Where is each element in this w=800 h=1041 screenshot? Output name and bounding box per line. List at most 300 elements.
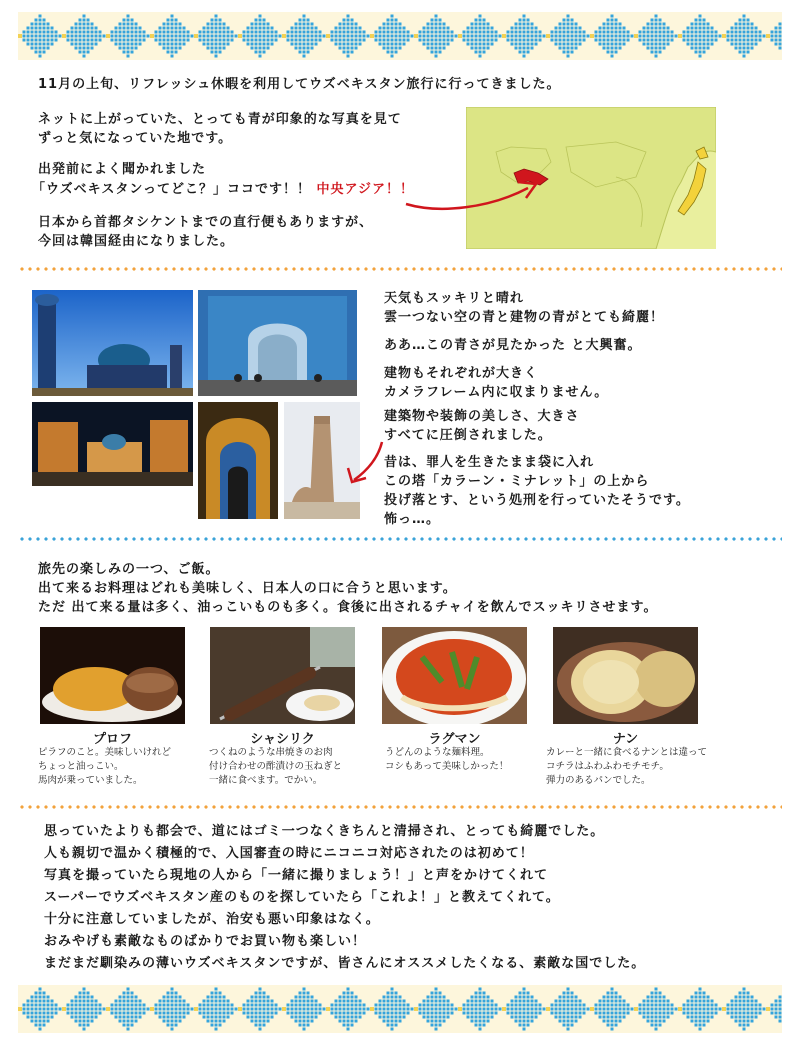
band-pixel (747, 996, 750, 999)
band-pixel (707, 1000, 710, 1003)
band-pixel (431, 992, 434, 995)
band-pixel (163, 27, 166, 30)
band-pixel (123, 39, 126, 42)
band-pixel (255, 1020, 258, 1023)
band-pixel (287, 1008, 290, 1011)
band-pixel (103, 1008, 106, 1011)
band-pixel (147, 35, 150, 38)
band-pixel (223, 1008, 226, 1011)
band-pixel (315, 27, 318, 30)
band-pixel (555, 1004, 558, 1007)
band-pixel (219, 996, 222, 999)
band-pixel (263, 27, 266, 30)
band-pixel (395, 39, 398, 42)
band-pixel (259, 1000, 262, 1003)
band-star (62, 34, 66, 38)
band-pixel (75, 27, 78, 30)
band-pixel (223, 43, 226, 46)
band-pixel (87, 1020, 90, 1023)
band-pixel (347, 15, 350, 18)
band-pixel (599, 31, 602, 34)
band-pixel (435, 35, 438, 38)
band-pixel (699, 988, 702, 991)
band-pixel (259, 1012, 262, 1015)
band-pixel (639, 1012, 642, 1015)
band-pixel (407, 1004, 410, 1007)
band-pixel (211, 1000, 214, 1003)
band-pixel (471, 35, 474, 38)
band-pixel (23, 35, 26, 38)
band-pixel (479, 1012, 482, 1015)
band-pixel (27, 43, 30, 46)
band-pixel (291, 31, 294, 34)
band-pixel (295, 1020, 298, 1023)
band-pixel (403, 1016, 406, 1019)
band-pixel (579, 31, 582, 34)
band-pixel (299, 43, 302, 46)
band-pixel (71, 1004, 74, 1007)
band-pixel (619, 1020, 622, 1023)
band-pixel (703, 43, 706, 46)
band-pixel (779, 31, 782, 34)
band-pixel (691, 1004, 694, 1007)
band-pixel (71, 39, 74, 42)
band-pixel (171, 35, 174, 38)
band-pixel (375, 39, 378, 42)
band-pixel (527, 992, 530, 995)
band-pixel (487, 47, 490, 50)
band-pixel (175, 1008, 178, 1011)
band-pixel (519, 35, 522, 38)
band-pixel (611, 31, 614, 34)
band-pixel (31, 35, 34, 38)
band-pixel (735, 1004, 738, 1007)
band-pixel (299, 1000, 302, 1003)
band-pixel (307, 996, 310, 999)
band-pixel (691, 31, 694, 34)
band-pixel (359, 31, 362, 34)
band-pixel (691, 996, 694, 999)
band-pixel (207, 1012, 210, 1015)
band-pixel (507, 39, 510, 42)
band-pixel (567, 988, 570, 991)
band-pixel (87, 19, 90, 22)
band-pixel (351, 23, 354, 26)
band-pixel (351, 31, 354, 34)
band-pixel (495, 1004, 498, 1007)
band-pixel (599, 1016, 602, 1019)
band-pixel (259, 1008, 262, 1011)
band-pixel (699, 1004, 702, 1007)
band-pixel (427, 23, 430, 26)
band-pixel (527, 996, 530, 999)
band-pixel (423, 39, 426, 42)
band-pixel (667, 1008, 670, 1011)
band-pixel (407, 1008, 410, 1011)
band-pixel (79, 1000, 82, 1003)
band-pixel (755, 35, 758, 38)
band-pixel (35, 1004, 38, 1007)
band-pixel (739, 27, 742, 30)
band-pixel (211, 43, 214, 46)
band-pixel (255, 992, 258, 995)
band-pixel (395, 992, 398, 995)
band-pixel (615, 31, 618, 34)
band-pixel (339, 1016, 342, 1019)
band-pixel (395, 19, 398, 22)
band-pixel (487, 27, 490, 30)
band-pixel (483, 1012, 486, 1015)
band-pixel (555, 43, 558, 46)
band-pixel (607, 23, 610, 26)
band-pixel (571, 27, 574, 30)
band-pixel (331, 39, 334, 42)
band-pixel (323, 35, 326, 38)
band-pixel (519, 47, 522, 50)
band-pixel (683, 1012, 686, 1015)
band-pixel (743, 1016, 746, 1019)
band-pixel (575, 1004, 578, 1007)
band-pixel (83, 1008, 86, 1011)
band-pixel (39, 55, 42, 58)
band-pixel (627, 1008, 630, 1011)
band-pixel (615, 51, 618, 54)
band-pixel (423, 1004, 426, 1007)
band-pixel (655, 51, 658, 54)
band-pixel (427, 1012, 430, 1015)
band-pixel (687, 1012, 690, 1015)
band-pixel (387, 27, 390, 30)
band-pixel (427, 47, 430, 50)
band-pixel (567, 996, 570, 999)
band-pixel (571, 1008, 574, 1011)
band-pixel (435, 47, 438, 50)
band-pixel (175, 1012, 178, 1015)
band-pixel (359, 1008, 362, 1011)
band-pixel (439, 31, 442, 34)
band-pixel (119, 39, 122, 42)
band-pixel (171, 15, 174, 18)
band-pixel (483, 1024, 486, 1027)
band-pixel (663, 27, 666, 30)
band-pixel (715, 1012, 718, 1015)
band-pixel (615, 1008, 618, 1011)
band-pixel (383, 39, 386, 42)
band-pixel (127, 35, 130, 38)
band-pixel (87, 43, 90, 46)
band-pixel (431, 35, 434, 38)
band-pixel (163, 1000, 166, 1003)
band-pixel (739, 39, 742, 42)
band-pixel (359, 1004, 362, 1007)
band-pixel (139, 1012, 142, 1015)
band-pixel (523, 1020, 526, 1023)
band-pixel (555, 27, 558, 30)
band-pixel (135, 1012, 138, 1015)
band-pixel (647, 47, 650, 50)
band-pixel (203, 1012, 206, 1015)
band-pixel (79, 1012, 82, 1015)
band-pixel (347, 1012, 350, 1015)
band-pixel (227, 43, 230, 46)
band-pixel (439, 1020, 442, 1023)
band-pixel (443, 27, 446, 30)
band-pixel (163, 23, 166, 26)
band-pixel (79, 51, 82, 54)
band-pixel (95, 1016, 98, 1019)
band-pixel (423, 1012, 426, 1015)
band-pixel (347, 996, 350, 999)
band-pixel (691, 1000, 694, 1003)
band-pixel (259, 15, 262, 18)
band-pixel (47, 23, 50, 26)
band-pixel (707, 1008, 710, 1011)
band-pixel (83, 51, 86, 54)
band-pixel (663, 43, 666, 46)
band-pixel (475, 27, 478, 30)
band-pixel (419, 35, 422, 38)
band-pixel (135, 1008, 138, 1011)
band-pixel (367, 1008, 370, 1011)
band-pixel (667, 1012, 670, 1015)
band-pixel (431, 1012, 434, 1015)
band-pixel (339, 1000, 342, 1003)
band-pixel (527, 39, 530, 42)
band-pixel (163, 1020, 166, 1023)
band-pixel (139, 27, 142, 30)
band-pixel (391, 1000, 394, 1003)
band-pixel (427, 35, 430, 38)
band-pixel (511, 1012, 514, 1015)
band-pixel (251, 35, 254, 38)
band-pixel (67, 1004, 70, 1007)
band-pixel (607, 1000, 610, 1003)
band-pixel (519, 1024, 522, 1027)
band-pixel (615, 992, 618, 995)
band-pixel (31, 1004, 34, 1007)
band-pixel (363, 39, 366, 42)
band-pixel (563, 27, 566, 30)
band-pixel (639, 39, 642, 42)
photo-naan (553, 627, 698, 724)
band-pixel (215, 988, 218, 991)
band-pixel (695, 1004, 698, 1007)
band-pixel (171, 39, 174, 42)
band-pixel (655, 35, 658, 38)
band-pixel (91, 1012, 94, 1015)
band-pixel (203, 27, 206, 30)
band-pixel (119, 35, 122, 38)
band-pixel (703, 1008, 706, 1011)
band-pixel (79, 1016, 82, 1019)
band-pixel (731, 27, 734, 30)
band-pixel (163, 39, 166, 42)
band-pixel (403, 35, 406, 38)
band-pixel (659, 1012, 662, 1015)
band-pixel (567, 23, 570, 26)
band-pixel (203, 31, 206, 34)
band-pixel (219, 31, 222, 34)
band-pixel (423, 1016, 426, 1019)
band-pixel (211, 47, 214, 50)
band-pixel (595, 1012, 598, 1015)
band-pixel (575, 1008, 578, 1011)
band-pixel (215, 51, 218, 54)
band-pixel (439, 27, 442, 30)
band-pixel (287, 39, 290, 42)
band-pixel (435, 1000, 438, 1003)
band-pixel (35, 35, 38, 38)
band-pixel (743, 988, 746, 991)
band-pixel (699, 31, 702, 34)
band-pixel (603, 43, 606, 46)
band-pixel (663, 1016, 666, 1019)
band-pixel (599, 35, 602, 38)
band-pixel (171, 988, 174, 991)
band-pixel (555, 1016, 558, 1019)
band-pixel (75, 23, 78, 26)
band-pixel (303, 988, 306, 991)
band-pixel (339, 1008, 342, 1011)
band-pixel (299, 19, 302, 22)
band-pixel (171, 23, 174, 26)
band-pixel (311, 996, 314, 999)
band-pixel (471, 1020, 474, 1023)
band-pixel (183, 35, 186, 38)
band-pixel (87, 23, 90, 26)
band-pixel (255, 23, 258, 26)
band-pixel (99, 39, 102, 42)
band-pixel (167, 51, 170, 54)
band-pixel (51, 35, 54, 38)
band-pixel (131, 1004, 134, 1007)
band-pixel (611, 1004, 614, 1007)
band-pixel (307, 35, 310, 38)
band-pixel (707, 996, 710, 999)
band-pixel (95, 39, 98, 42)
band-pixel (515, 27, 518, 30)
band-pixel (411, 35, 414, 38)
band-pixel (247, 27, 250, 30)
band-pixel (399, 47, 402, 50)
band-pixel (519, 19, 522, 22)
band-pixel (95, 31, 98, 34)
band-pixel (255, 1016, 258, 1019)
band-pixel (515, 23, 518, 26)
band-pixel (91, 31, 94, 34)
band-pixel (395, 996, 398, 999)
band-pixel (431, 996, 434, 999)
band-pixel (655, 15, 658, 18)
band-pixel (623, 43, 626, 46)
band-pixel (523, 23, 526, 26)
band-pixel (523, 1028, 526, 1031)
band-pixel (179, 1004, 182, 1007)
band-pixel (223, 1016, 226, 1019)
band-pixel (471, 47, 474, 50)
band-pixel (743, 996, 746, 999)
band-pixel (711, 31, 714, 34)
band-star (722, 1007, 726, 1011)
band-pixel (311, 1004, 314, 1007)
band-pixel (475, 1016, 478, 1019)
band-pixel (303, 1004, 306, 1007)
band-pixel (379, 31, 382, 34)
band-pixel (375, 31, 378, 34)
band-pixel (75, 39, 78, 42)
band-pixel (127, 31, 130, 34)
band-pixel (743, 19, 746, 22)
band-pixel (267, 1012, 270, 1015)
band-pixel (639, 1004, 642, 1007)
band-pixel (659, 47, 662, 50)
band-pixel (431, 51, 434, 54)
band-pixel (599, 1000, 602, 1003)
band-pixel (779, 43, 782, 46)
band-pixel (559, 31, 562, 34)
band-pixel (731, 35, 734, 38)
band-pixel (131, 27, 134, 30)
band-pixel (207, 1004, 210, 1007)
band-pixel (523, 1008, 526, 1011)
band-pixel (439, 1016, 442, 1019)
band-pixel (183, 1016, 186, 1019)
band-pixel (615, 39, 618, 42)
band-pixel (39, 27, 42, 30)
band-pixel (31, 43, 34, 46)
band-pixel (695, 1020, 698, 1023)
band-pixel (263, 1008, 266, 1011)
band-pixel (523, 15, 526, 18)
band-pixel (223, 27, 226, 30)
band-pixel (383, 23, 386, 26)
band-pixel (39, 23, 42, 26)
band-pixel (691, 1020, 694, 1023)
band-pixel (523, 55, 526, 58)
band-pixel (471, 1008, 474, 1011)
band-pixel (559, 43, 562, 46)
band-pixel (559, 996, 562, 999)
band-pixel (215, 992, 218, 995)
band-pixel (87, 27, 90, 30)
band-pixel (555, 1008, 558, 1011)
band-pixel (595, 39, 598, 42)
band-pixel (79, 31, 82, 34)
band-pixel (471, 39, 474, 42)
band-pixel (479, 1004, 482, 1007)
band-pixel (91, 1020, 94, 1023)
band-pixel (295, 23, 298, 26)
band-pixel (667, 27, 670, 30)
band-pixel (495, 1008, 498, 1011)
band-pixel (199, 1008, 202, 1011)
band-pixel (551, 35, 554, 38)
band-pixel (111, 1008, 114, 1011)
band-pixel (215, 15, 218, 18)
band-pixel (123, 19, 126, 22)
band-pixel (403, 1004, 406, 1007)
band-pixel (743, 15, 746, 18)
band-pixel (651, 1004, 654, 1007)
band-pixel (659, 996, 662, 999)
band-pixel (235, 35, 238, 38)
band-pixel (123, 43, 126, 46)
band-pixel (595, 35, 598, 38)
band-pixel (47, 31, 50, 34)
band-pixel (583, 35, 586, 38)
band-pixel (779, 35, 782, 38)
band-pixel (747, 43, 750, 46)
